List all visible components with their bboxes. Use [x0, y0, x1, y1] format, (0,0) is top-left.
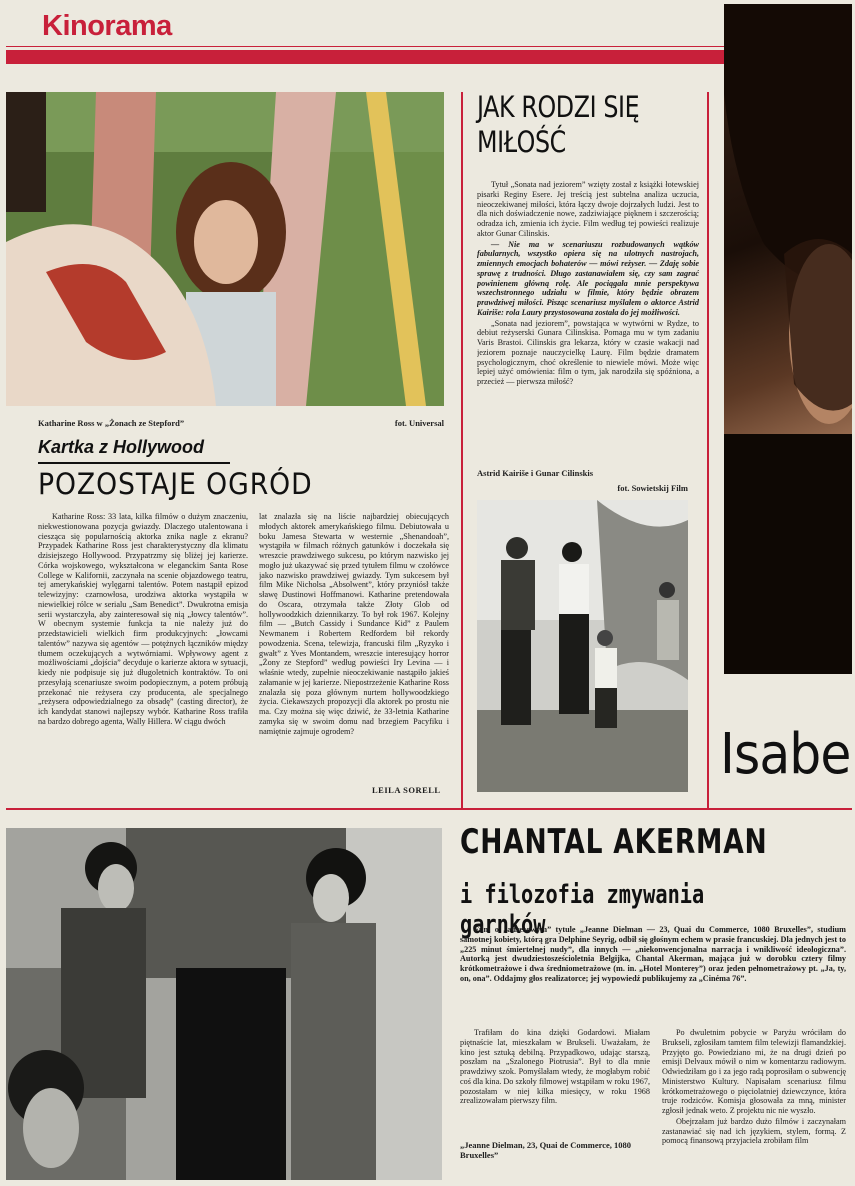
article1-kicker: Kartka z Hollywood: [38, 437, 205, 457]
article2-paragraph-1: Tytuł „Sonata nad jeziorem” wzięty został z książki łotewskiej pisarki Reginy Esere. Jej treścią jest subtelna analiza uczucia, nieoczekiwanej miłości, która łączy dwoje dojrzałych ludzi. Jest to dla nich doświadczenie nowe, zadziwiające pięknem i szczerością; odradza ich, zmienia ich życie. Film według tej powieści realizuje aktor Gunar Cilinskis.: [477, 180, 699, 238]
article3-lead: Film o „adresowym” tytule „Jeanne Dielman — 23, Quai du Commerce, 1080 Bruxelles”, studium samotnej kobiety, którą gra Delphine Seyrig, odbił się głośnym echem w prasie francuskiej. Dla jednych jest to „225 minut śmiertelnej nudy”, dla innych — „niekonwencjonalna narracja i wnikliwość ideologiczna”. Autorką jest dwudziestosześcioletnia Belgijka, Chantal Akerman, mająca już w dorobku cztery filmy krótkometrażowe i dwa średniometrażowe (m. in. „Hotel Monterey”) oraz jeden pełnometrażowy pt. „Ja, ty, on, ona”. Oddajmy głos realizatorce; jej wypowiedź publikujemy za „Cinéma 76”.: [460, 925, 846, 983]
article1-headline: POZOSTAJE OGRÓD: [38, 467, 313, 501]
article1-column-2: [259, 512, 449, 782]
article3-col2-paragraph-2: Obejrzałam już bardzo dużo filmów i zaczynałam zastanawiać się nad ich językiem, stylem, formą. Z pomocą finansową przyjaciela zrobiłam film: [662, 1116, 846, 1146]
article3-col2-paragraph-1: Po dwuletnim pobycie w Paryżu wróciłam do Brukseli, zgłosiłam tamtem film telewizji flamandzkiej. Przyjęto go. Powiedziano mi, że na drugi dzień po emisji Delvaux mówił o nim w komentarzu radiowym. Odwiedziłam go i za jego radą poprosiłam o subwencję Ministerstwo Kultury. Napisałam scenariusz filmu krótkometrażowego o pięciolatniej dziewczynce, która truje rodziców. Komisja głosowała za mną, minister zgłosił jednak weto. Z projektu nic nie wyszło.: [662, 1028, 846, 1115]
article1-col2-paragraph: lat znalazła się na liście najbardziej obiecujących młodych aktorek amerykańskiego filmu. Debiutowała u boku Jamesa Stewarta w westernie „Shenandoah”, wystąpiła w filmach różnych gatunków i doczekała się wreszcie prawdziwego sukcesu, po którym nazwisko jej mogło już ukazywać się przed tytułem filmu w czołówce jako nazwisko prawdziwej gwiazdy. Tym sukcesem był film Mike Nicholsa „Absolwent”, który przyniósł także sławę Dustinowi Hoffmanowi. Katharine pretendowała do Oscara, otrzymała także Złoty Glob od hollywoodzkich dziennikarzy. To był rok 1967. Kolejny film — „Butch Cassidy i Sundance Kid” z Paulem Newmanem i Robertem Redfordem bił rekordy powodzenia. Scena, telewizja, francuski film „Ryzyko i gwałt” z Yves Montandem, wreszcie interesujący horror „Żony ze Stepford” według powieści Iry Levina — i właśnie wtedy, zupełnie nieoczekiwanie nastąpiło jakieś załamanie w jej karierze. Niepostrzeżenie Katharine Ross znalazła się poza głównym nurtem hollywoodzkiego życia. Ciekawszych propozycji dla aktorek po prostu nie ma. Czy można się więc dziwić, że 33-letnia Katharine zamyka się w swoim domu nad brzegiem Pacyfiku i namiętnie zajmuje ogrodem?: [259, 512, 449, 736]
side-panel-title: Isabe: [720, 722, 851, 787]
article2-photo-credit: fot. Sowietskij Film: [617, 483, 688, 493]
article3-subheadline: i filozofia zmywania garnków: [460, 880, 705, 940]
katharine-photo-credit: fot. Universal: [394, 418, 444, 428]
akerman-photo-graphic: [6, 828, 442, 1180]
article2-paragraph-2: — Nie ma w scenariuszu rozbudowanych wątków fabularnych, wszystko opiera się na ulotnych nastrojach, zmiennych emocjach bohaterów — mówi reżyser. — Zdaję sobie sprawę z trudności. Długo zastanawiałem się, czy sam zagrać powinienem główną rolę. Ale pociągała mnie perspektywa wszechstronnego udziału w filmie, który będzie obrazem prawdziwej miłości. Pisząc scenariusz myślałem o aktorce Astrid Kairiše: rola Laury przystosowana została do jej możliwości.: [477, 239, 699, 317]
katharine-photo-caption: Katharine Ross w „Żonach ze Stepford”: [38, 418, 185, 428]
katharine-ross-photo: [6, 92, 444, 406]
article2-body: [477, 180, 699, 462]
article2-paragraph-3: „Sonata nad jeziorem”, powstająca w wytwórni w Rydze, to debiut reżyserski Gunara Cilinskisa. Pomaga mu w tym zadaniu Varis Brastoi. Cilinskis gra lekarza, który w czasie wakacji nad jeziorem poznaje nauczycielkę Laurę. Film będzie dramatem psychologicznym, choć określenie to niewiele mówi. Może więc lepiej użyć omówienia: film o tym, jak narodziła się spóźniona, a przecież — pierwsza miłość?: [477, 318, 699, 386]
article3-headline: CHANTAL AKERMAN: [460, 822, 768, 862]
article1-signature: LEILA SORELL: [372, 785, 441, 795]
article1-col1-paragraph: Katharine Ross: 33 lata, kilka filmów o dużym znaczeniu, niekwestionowana pozycja gwiazdy. Dlaczego utalentowana i ciesząca się popularnością aktorka znika nagle z ekranu? Przypadek Katharine Ross jest charakterystyczny dla klimatu dzisiejszego Hollywood. Przypatrzmy się bliżej jej karierze. Córka wojskowego, wykształcona w eleganckim Santa Rose College w Kalifornii, zaczynała na scenie objazdowego teatru, tej amerykańskiej wylęgarni talentów. Potem nastąpił epizod telewizyjny: czarnowłosa, urodziwa aktorka wystąpiła w niewielkiej rólce w serialu „Sam Benedict”. Dwukrotna emisja serii wystarczyła, aby zainteresował się nią „łowcy talentów”. W obecnym systemie funkcja ta nie należy już do przedstawicieli wielkich firm produkcyjnych: „łowcami talentów” nazywa się agentów — potężnych łączników między tłumem oczekujących a wytwórniami. Wpływowy agent z możliwościami „dojścia” decyduje o karierze aktora w sytuacji, kiedy nie podpisuje się już długoletnich kontraktów. To oni przesyłają scenariusze swoim podopiecznym, a potem próbują przekonać nie reżysera czy producenta, ale specjalnego „reżysera odpowiedzialnego za obsadę” (casting director), że ich kandydat stanowi najlepszy wybór. Katharine Ross trafiła na bardzo dobrego agenta, Wally Hillera. W ciągu dwóch: [38, 512, 248, 726]
column-divider-red-left: [461, 92, 463, 810]
article2-photo-caption: Astrid Kairiše i Gunar Cilinskis: [477, 468, 594, 478]
article2-headline-line2: MIŁOŚĆ: [477, 125, 566, 159]
article1-column-1: [38, 512, 248, 794]
article3-photo-caption: „Jeanne Dielman, 23, Quai de Commerce, 1080 Bruxelles”: [460, 1140, 632, 1160]
section-divider-red: [6, 808, 852, 810]
masthead-brand: Kinorama: [42, 10, 172, 42]
masthead-rule: [6, 50, 724, 64]
masthead-thin-rule: [6, 46, 724, 47]
article3-column-2: [662, 1028, 846, 1180]
article2-headline: [477, 90, 666, 160]
column-divider-red-right: [707, 92, 709, 810]
carousel-photo-graphic: [6, 92, 444, 406]
side-portrait-photo: [724, 4, 852, 674]
kicker-underline: [38, 462, 230, 464]
sonata-film-photo: [477, 500, 688, 792]
article2-headline-line1: JAK RODZI SIĘ: [477, 90, 640, 124]
article3-column-1: [460, 1028, 650, 1138]
akerman-film-photo: [6, 828, 442, 1180]
sonata-photo-graphic: [477, 500, 688, 792]
article3-col1-paragraph: Trafiłam do kina dzięki Godardowi. Miałam piętnaście lat, mieszkałam w Brukseli. Uważałam, że kino jest sztuką debilną. Przypadkowo, udając starszą, poszłam na „Szalonego Piotrusia”. Był to dla mnie prawdziwy szok. Pomyślałam wtedy, że mogłabym robić coś dla kina. Do szkoły filmowej wstąpiłam w roku 1967, pozostałam w niej kilka miesięcy, w roku 1968 zrealizowałam pierwszy film.: [460, 1028, 650, 1106]
side-portrait-graphic: [724, 4, 852, 674]
